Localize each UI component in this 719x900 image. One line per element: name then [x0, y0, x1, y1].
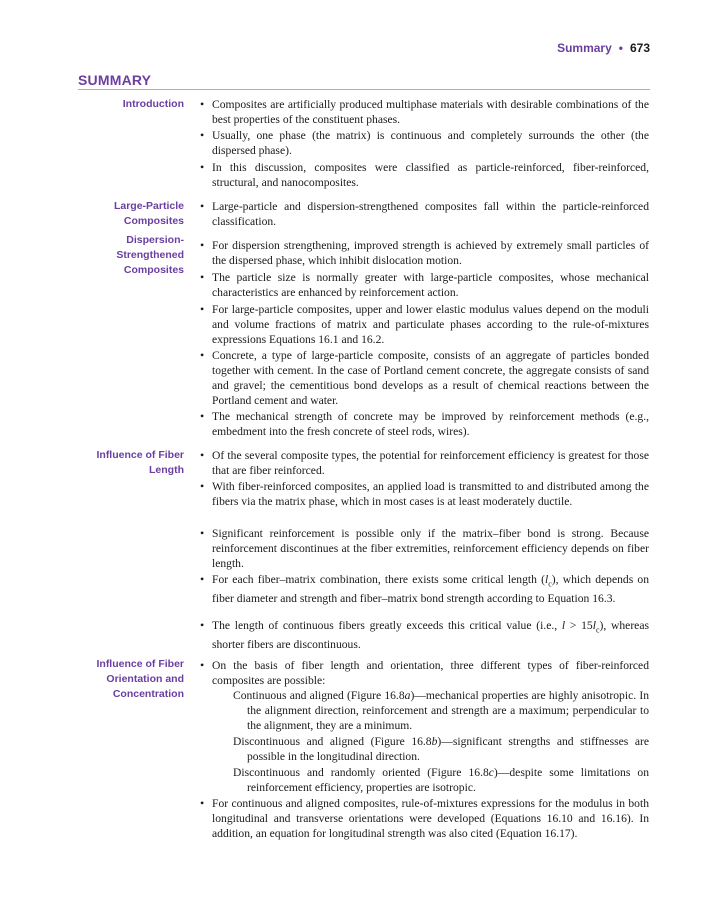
margin-label-fiber-orientation: Influence of Fiber Orientation and Concentration	[96, 658, 184, 700]
bullet-fiber-orientation-2: • For continuous and aligned composites, rule-of-mixtures expressions for the modulus in both longitudinal and transverse orientations were developed (Equations 16.10 and 16.16). In addition, an equation for longitudinal strength was also cited (Equation 16.17).	[212, 796, 649, 841]
subitem-discontinuous-random	[233, 765, 649, 795]
running-header-separator: •	[618, 41, 623, 55]
margin-label-dispersion: Dispersion- Strengthened Composites	[116, 234, 184, 276]
bullet-fiber-length-3: • Significant reinforcement is possible only if the matrix–fiber bond is strong. Because reinforcement discontinues at the fiber extremities, reinforcement efficiency depends on fiber length.	[212, 526, 649, 571]
margin-label-large-particle: Large-Particle Composites	[113, 200, 184, 227]
fl4-subscript: c	[548, 579, 552, 589]
fl5-operator: > 15	[565, 619, 593, 632]
margin-label-fiber-length: Influence of Fiber Length	[96, 449, 184, 476]
s3-text-a: Discontinuous and randomly oriented (Figure 16.8	[233, 766, 489, 779]
section-title: SUMMARY	[78, 72, 152, 88]
running-header	[557, 41, 650, 55]
subitem-continuous-aligned	[233, 688, 649, 733]
s3-text-b: )—despite some limitations on reinforcement efficiency, properties are isotropic.	[247, 766, 649, 794]
bullet-large-particle-1: • Large-particle and dispersion-strengthened composites fall within the particle-reinforced classification.	[212, 199, 649, 229]
fl5-symbol: l	[561, 619, 566, 632]
bullet-intro-2: • Usually, one phase (the matrix) is continuous and completely surrounds the other (the dispersed phase).	[212, 128, 649, 158]
bullet-fiber-length-5	[212, 618, 649, 652]
s1-text-a: Continuous and aligned (Figure 16.8	[233, 689, 405, 702]
fl4-text-b: ), which depends on fiber diameter and strength and fiber–matrix bond strength according to Equation 16.3.	[212, 573, 650, 606]
bullet-fiber-length-1: • Of the several composite types, the potential for reinforcement efficiency is greatest for those that are fiber reinforced.	[212, 448, 649, 478]
bullet-dispersion-2: • The particle size is normally greater with large-particle composites, whose mechanical characteristics are enhanced by reinforcement action.	[212, 270, 649, 300]
title-rule	[78, 89, 650, 90]
fl5-text-a: The length of continuous fibers greatly exceeds this critical value (i.e.,	[212, 619, 562, 632]
bullet-fiber-length-4	[212, 572, 649, 606]
page-number: 673	[629, 41, 650, 55]
s3-figure-letter: c	[488, 766, 494, 779]
margin-label-introduction: Introduction	[122, 98, 184, 110]
s2-text-a: Discontinuous and aligned (Figure 16.8	[233, 735, 432, 748]
s1-figure-letter: a	[404, 689, 411, 702]
bullet-dispersion-4: • Concrete, a type of large-particle composite, consists of an aggregate of particles bonded together with cement. In the case of Portland cement concrete, the aggregate consists of sand and gravel; the cementitious bond develops as a result of chemical reactions between the Portland cement and water.	[212, 348, 649, 408]
s1-text-b: )—mechanical properties are highly anisotropic. In the alignment direction, reinforcement and strength are a maximum; perpendicular to the alignment, they are a minimum.	[247, 689, 649, 732]
fl5-text-b: ), whereas shorter fibers are discontinuous.	[212, 619, 649, 652]
bullet-dispersion-5: • The mechanical strength of concrete may be improved by reinforcement methods (e.g., embedment into the fresh concrete of steel rods, wires).	[212, 409, 649, 439]
subitem-discontinuous-aligned	[233, 734, 649, 764]
s2-figure-letter: b	[431, 735, 438, 748]
bullet-intro-1: • Composites are artificially produced multiphase materials with desirable combinations of the best properties of the constituent phases.	[212, 97, 649, 127]
running-header-title: Summary	[557, 41, 612, 55]
bullet-fiber-length-2: • With fiber-reinforced composites, an applied load is transmitted to and distributed among the fibers via the matrix phase, which in most cases is at least moderately ductile.	[212, 479, 649, 509]
fl5-symbol-2: l	[592, 619, 596, 632]
bullet-fiber-orientation-1: • On the basis of fiber length and orientation, three different types of fiber-reinforced composites are possible:	[212, 658, 649, 688]
bullet-dispersion-1: • For dispersion strengthening, improved strength is achieved by extremely small particles of the dispersed phase, which inhibit dislocation motion.	[212, 238, 649, 268]
fl5-subscript: c	[595, 625, 600, 635]
bullet-dispersion-3: • For large-particle composites, upper and lower elastic modulus values depend on the moduli and volume fractions of matrix and particulate phases according to the rule-of-mixtures expressions Equations 16.1 and 16.2.	[212, 302, 649, 347]
fl4-text-a: For each fiber–matrix combination, there exists some critical length (	[212, 573, 545, 586]
fl4-symbol: l	[544, 573, 549, 586]
s2-text-b: )—significant strengths and stiffnesses are possible in the longitudinal direction.	[247, 735, 649, 763]
bullet-intro-3: • In this discussion, composites were classified as particle-reinforced, fiber-reinforced, structural, and nanocomposites.	[212, 160, 649, 190]
